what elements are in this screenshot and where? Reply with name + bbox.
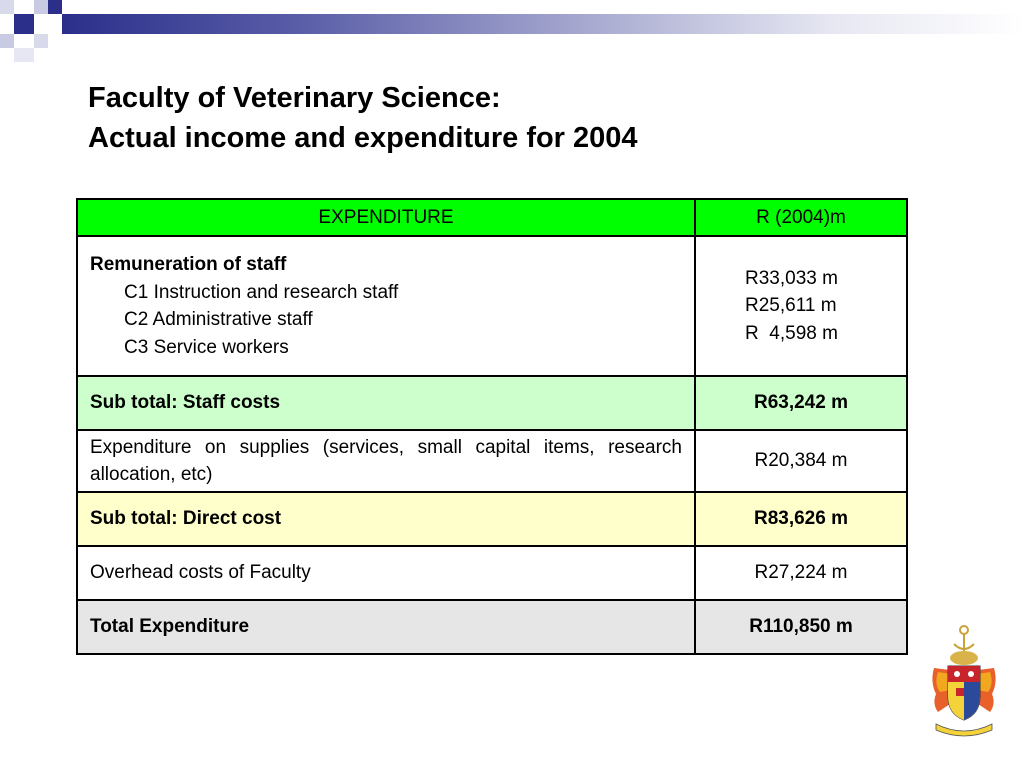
subtotal-staff-label: Sub total: Staff costs (77, 376, 695, 430)
table-row-total (77, 600, 907, 654)
value-c1: R33,033 m (745, 267, 838, 289)
deco-square (0, 34, 14, 48)
value-c3: R 4,598 m (745, 322, 838, 344)
header-gradient-band (62, 14, 1024, 34)
deco-square (14, 0, 34, 14)
total-value: R110,850 m (695, 600, 907, 654)
header-amount: R (2004)m (695, 199, 907, 236)
remuneration-heading: Remuneration of staff (90, 254, 287, 275)
overhead-label: Overhead costs of Faculty (77, 546, 695, 600)
table-header-row (77, 199, 907, 236)
deco-square (62, 0, 78, 14)
subtotal-staff-value: R63,242 m (695, 376, 907, 430)
deco-square (34, 14, 62, 34)
subtotal-direct-label: Sub total: Direct cost (77, 492, 695, 546)
page-title (88, 78, 638, 158)
remuneration-item-c2: C2 Administrative staff (124, 309, 313, 330)
deco-square (0, 0, 14, 14)
remuneration-item-c1: C1 Instruction and research staff (124, 281, 399, 303)
value-c2: R25,611 m (745, 295, 837, 317)
deco-square (48, 0, 62, 14)
supplies-label: Expenditure on supplies (services, small capital items, research allocation, etc) (77, 430, 695, 492)
deco-square (14, 14, 34, 34)
table-row-overhead (77, 546, 907, 600)
deco-square (14, 48, 34, 62)
title-line-1: Faculty of Veterinary Science: (88, 82, 501, 114)
title-line-2: Actual income and expenditure for 2004 (88, 122, 638, 154)
overhead-value: R27,224 m (695, 546, 907, 600)
expenditure-table (76, 198, 908, 655)
subtotal-direct-value: R83,626 m (695, 492, 907, 546)
header-expenditure: EXPENDITURE (77, 199, 695, 236)
table-row-subtotal-staff (77, 376, 907, 430)
deco-square (34, 0, 48, 14)
table-row-remuneration (77, 236, 907, 376)
table-row-supplies (77, 430, 907, 492)
university-crest-icon (928, 620, 1000, 738)
table-row-subtotal-direct (77, 492, 907, 546)
remuneration-item-c3: C3 Service workers (124, 336, 289, 358)
remuneration-cell (77, 236, 695, 376)
supplies-value: R20,384 m (695, 430, 907, 492)
deco-square (34, 34, 48, 48)
remuneration-values (695, 236, 907, 376)
total-label: Total Expenditure (77, 600, 695, 654)
